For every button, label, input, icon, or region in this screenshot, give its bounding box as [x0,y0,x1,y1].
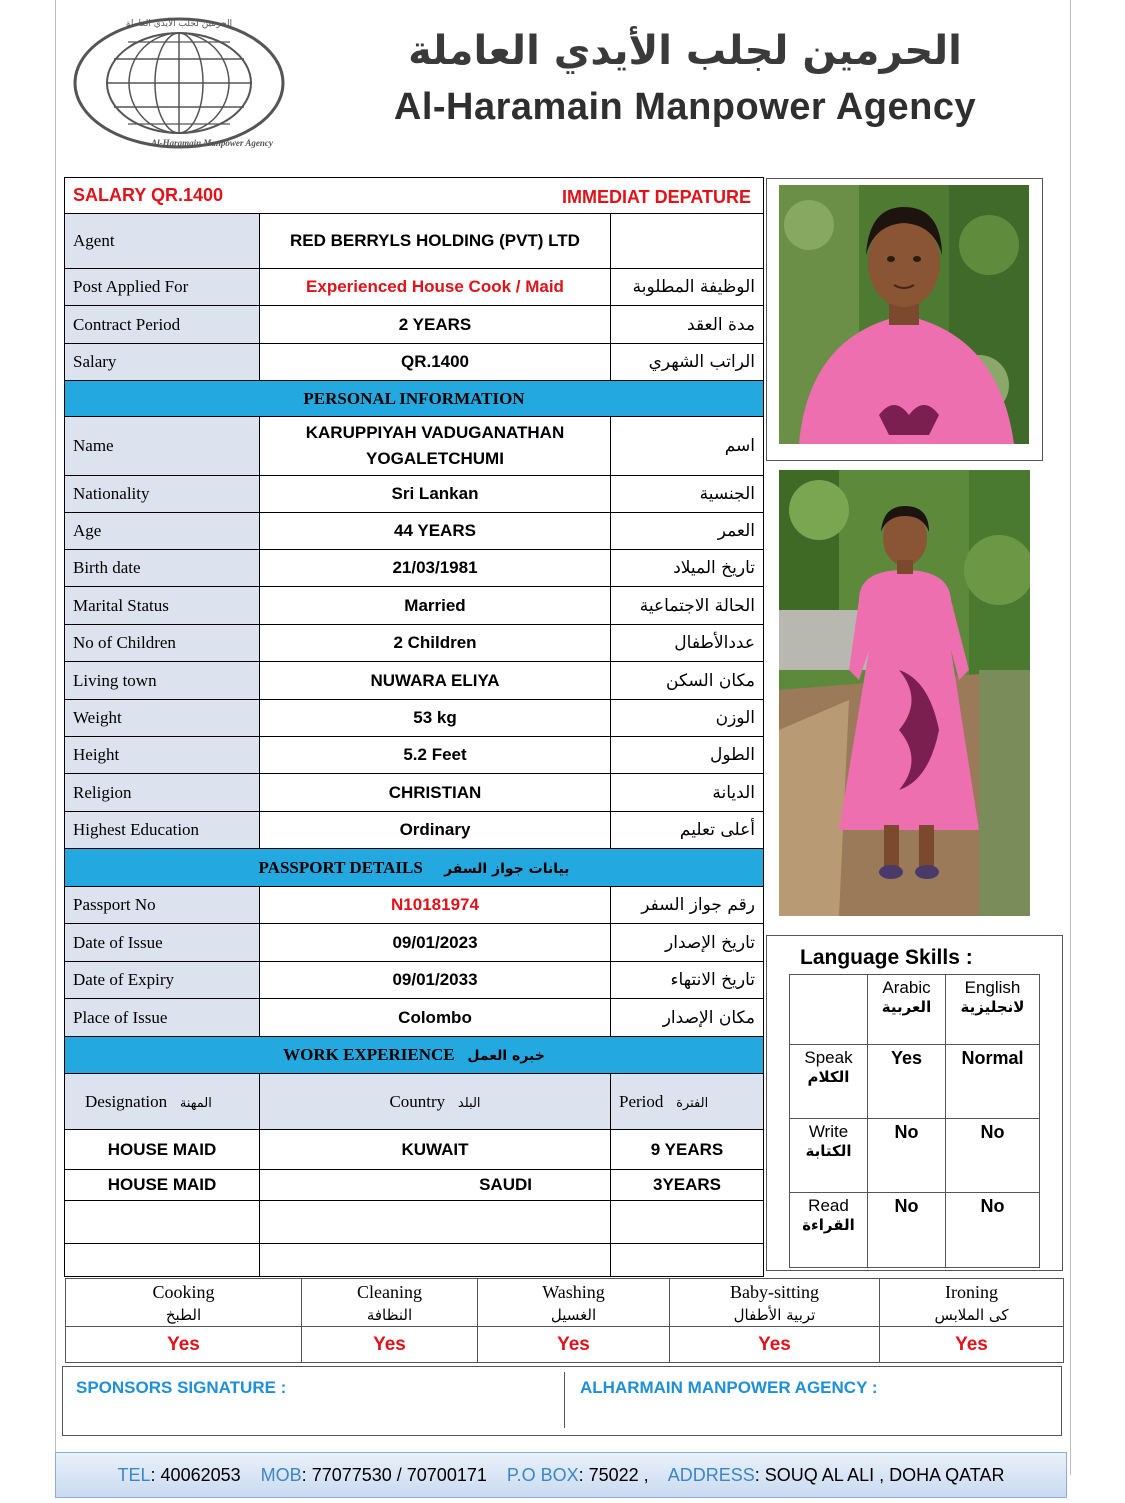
read-english-value: No [946,1193,1040,1268]
country-header-ar: البلد [457,1095,481,1111]
marital-arabic: الحالة الاجتماعية [611,587,764,625]
agency-signature-label: ALHARMAIN MANPOWER AGENCY : [580,1378,878,1397]
logo-arabic-text: الحرمين لجلب الأيدي العاملة [125,19,233,29]
nationality-value: Sri Lankan [260,476,611,513]
write-english-value: No [946,1119,1040,1193]
skill-cleaning-ar: النظافة [310,1304,469,1326]
lang-row-read-en: Read [808,1196,849,1215]
tel-label: TEL [117,1465,151,1485]
lang-row-write [790,1119,868,1193]
town-value: NUWARA ELIYA [260,662,611,700]
weight-arabic: الوزن [611,700,764,737]
logo-english-text: Al-Haramain Manpower Agency [151,138,273,148]
work-row-3-country [260,1201,611,1244]
agent-arabic [611,214,764,269]
agent-value: RED BERRYLS HOLDING (PVT) LTD [260,214,611,269]
skill-ironing [880,1279,1064,1327]
skill-cleaning-value: Yes [302,1327,478,1363]
nationality-label: Nationality [65,476,260,513]
issue-place-value: Colombo [260,999,611,1037]
language-skills-title: Language Skills : [800,946,973,969]
work-header-period [611,1074,764,1130]
agent-label: Agent [65,214,260,269]
skill-babysitting-en: Baby-sitting [730,1281,819,1302]
expiry-date-label: Date of Expiry [65,962,260,999]
full-body-photo [779,470,1030,916]
passport-section-title-arabic: بيانات جواز السفر [444,860,570,877]
address-label: ADDRESS [667,1465,755,1485]
lang-row-write-en: Write [808,1122,849,1141]
expiry-date-arabic: تاريخ الانتهاء [611,962,764,999]
lang-corner-cell [790,975,868,1045]
mob-value: 77077530 / 70700171 [311,1465,487,1485]
lang-row-speak [790,1045,868,1119]
pobox-value: 75022 , [588,1465,649,1485]
agency-title-english: Al-Haramain Manpower Agency [393,86,977,128]
pobox-label: P.O BOX [506,1465,579,1485]
salary-value: QR.1400 [260,344,611,381]
language-skills-table [789,974,1040,1268]
signature-divider [564,1372,565,1428]
lang-col-arabic [868,975,946,1045]
education-value: Ordinary [260,812,611,849]
salary-banner: SALARY QR.1400 [73,185,224,205]
issue-date-value: 09/01/2023 [260,924,611,962]
passport-no-label: Passport No [65,887,260,924]
birthdate-value: 21/03/1981 [260,550,611,587]
period-header-en: Period [619,1091,664,1111]
departure-banner: IMMEDIAT DEPATURE [562,187,751,207]
personal-section-header: PERSONAL INFORMATION [65,381,764,417]
page-frame-right [1070,0,1071,1475]
birthdate-arabic: تاريخ الميلاد [611,550,764,587]
salary-arabic: الراتب الشهري [611,344,764,381]
skill-cooking [66,1279,302,1327]
name-arabic: اسم [611,417,764,476]
weight-label: Weight [65,700,260,737]
lang-row-speak-en: Speak [804,1048,853,1067]
skill-ironing-ar: کی الملابس [888,1304,1055,1326]
skill-cleaning [302,1279,478,1327]
issue-date-label: Date of Issue [65,924,260,962]
skill-washing-en: Washing [542,1281,605,1302]
issue-date-arabic: تاريخ الإصدار [611,924,764,962]
nationality-arabic: الجنسية [611,476,764,513]
skill-cleaning-en: Cleaning [357,1281,422,1302]
birthdate-label: Birth date [65,550,260,587]
contract-label: Contract Period [65,306,260,344]
read-arabic-value: No [868,1193,946,1268]
contract-value: 2 YEARS [260,306,611,344]
passport-section-title: PASSPORT DETAILS [258,857,423,877]
lang-row-write-ar: الكتابة [805,1142,852,1160]
country-header-en: Country [389,1091,446,1111]
lang-row-read-ar: القراءة [802,1216,855,1234]
skill-babysitting-value: Yes [670,1327,880,1363]
skills-table [65,1278,1064,1363]
skill-washing-ar: الغسيل [486,1304,661,1326]
agency-logo [72,14,286,152]
lang-row-read [790,1193,868,1268]
children-arabic: عددالأطفال [611,625,764,662]
work-header-country [260,1074,611,1130]
tel-value: 40062053 [160,1465,241,1485]
address-value: SOUQ AL ALI , DOHA QATAR [764,1465,1005,1485]
age-arabic: العمر [611,513,764,550]
post-arabic: الوظيفة المطلوبة [611,269,764,306]
skill-cooking-ar: الطبخ [74,1304,293,1326]
work-row-1-country: KUWAIT [260,1130,611,1170]
education-arabic: أعلى تعليم [611,812,764,849]
work-row-2-designation: HOUSE MAID [65,1170,260,1201]
work-row-4-country [260,1244,611,1277]
skill-washing [478,1279,670,1327]
work-section-header [65,1037,764,1074]
marital-label: Marital Status [65,587,260,625]
issue-place-arabic: مكان الإصدار [611,999,764,1037]
lang-col-arabic-ar: العربية [881,998,932,1016]
religion-arabic: الديانة [611,774,764,812]
agency-title-arabic: الحرمين لجلب الأيدي العاملة [408,28,962,74]
skill-cooking-en: Cooking [152,1281,215,1302]
speak-english-value: Normal [946,1045,1040,1119]
lang-col-english [946,975,1040,1045]
portrait-photo [779,185,1029,444]
contact-footer: TEL: 40062053 MOB: 77077530 / 70700171 P.O BOX: 75022 , ADDRESS: SOUQ AL ALI , DOHA QATAR [55,1452,1067,1498]
skill-babysitting-ar: تربية الأطفال [678,1304,871,1326]
children-value: 2 Children [260,625,611,662]
work-header-designation [65,1074,260,1130]
passport-no-value: N10181974 [260,887,611,924]
passport-section-header [65,849,764,887]
height-label: Height [65,737,260,774]
lang-col-english-en: English [964,978,1021,997]
designation-header-ar: المهنة [179,1095,212,1111]
work-row-2-period: 3YEARS [611,1170,764,1201]
top-banner [65,178,764,214]
page-frame-left [55,0,56,1475]
town-label: Living town [65,662,260,700]
education-label: Highest Education [65,812,260,849]
post-value: Experienced House Cook / Maid [260,269,611,306]
contract-arabic: مدة العقد [611,306,764,344]
religion-value: CHRISTIAN [260,774,611,812]
speak-arabic-value: Yes [868,1045,946,1119]
weight-value: 53 kg [260,700,611,737]
work-row-3-period [611,1201,764,1244]
expiry-date-value: 09/01/2033 [260,962,611,999]
post-label: Post Applied For [65,269,260,306]
work-section-title: WORK EXPERIENCE [283,1045,455,1064]
skill-washing-value: Yes [478,1327,670,1363]
designation-header-en: Designation [85,1091,168,1111]
work-row-4-period [611,1244,764,1277]
write-arabic-value: No [868,1119,946,1193]
children-label: No of Children [65,625,260,662]
work-row-4-designation [65,1244,260,1277]
salary-label: Salary [65,344,260,381]
religion-label: Religion [65,774,260,812]
lang-col-english-ar: لانجليزية [960,998,1025,1016]
skill-ironing-en: Ironing [945,1281,998,1302]
name-value: KARUPPIYAH VADUGANATHAN YOGALETCHUMI [260,417,611,476]
cv-table [64,177,764,1277]
height-value: 5.2 Feet [260,737,611,774]
mob-label: MOB [260,1465,302,1485]
period-header-ar: الفترة [676,1095,709,1111]
work-row-1-period: 9 YEARS [611,1130,764,1170]
age-label: Age [65,513,260,550]
issue-place-label: Place of Issue [65,999,260,1037]
skill-cooking-value: Yes [66,1327,302,1363]
height-arabic: الطول [611,737,764,774]
signature-box [62,1366,1062,1436]
lang-row-speak-ar: الكلام [807,1068,850,1086]
skill-babysitting [670,1279,880,1327]
work-row-2-country: SAUDI [260,1170,611,1201]
lang-col-arabic-en: Arabic [882,978,931,997]
work-section-title-arabic: خبره العمل [467,1048,545,1064]
age-value: 44 YEARS [260,513,611,550]
work-row-3-designation [65,1201,260,1244]
name-label: Name [65,417,260,476]
passport-no-arabic: رقم جواز السفر [611,887,764,924]
skill-ironing-value: Yes [880,1327,1064,1363]
town-arabic: مكان السكن [611,662,764,700]
marital-value: Married [260,587,611,625]
sponsor-signature-label: SPONSORS SIGNATURE : [76,1378,287,1397]
work-row-1-designation: HOUSE MAID [65,1130,260,1170]
